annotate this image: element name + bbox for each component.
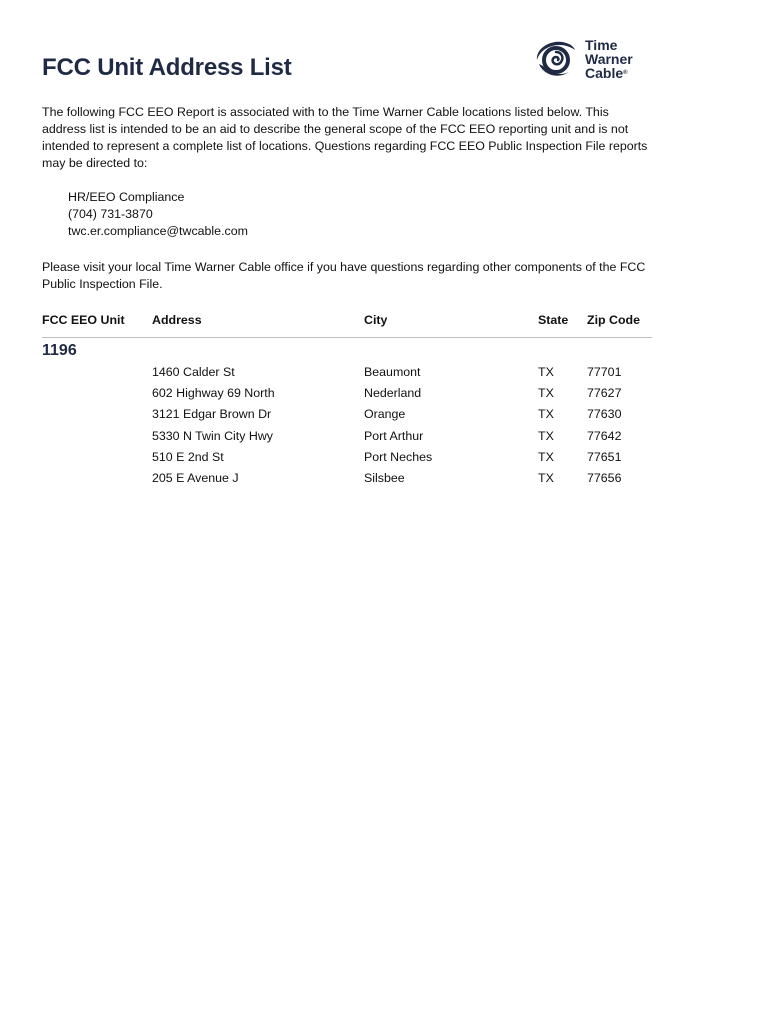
table-row	[0, 429, 770, 450]
cell-city: Orange	[364, 407, 406, 421]
contact-block	[68, 189, 248, 240]
eye-ear-logo-icon	[533, 40, 579, 80]
cell-city: Nederland	[364, 386, 422, 400]
table-row	[0, 365, 770, 386]
cell-state: TX	[538, 386, 554, 400]
cell-zip: 77630	[587, 407, 622, 421]
table-row	[0, 386, 770, 407]
logo-word-cable: Cable	[585, 65, 624, 81]
registered-mark: ®	[623, 70, 628, 76]
header-unit: FCC EEO Unit	[42, 313, 125, 327]
cell-city: Silsbee	[364, 471, 405, 485]
cell-zip: 77627	[587, 386, 622, 400]
cell-state: TX	[538, 471, 554, 485]
cell-zip: 77701	[587, 365, 622, 379]
contact-dept: HR/EEO Compliance	[68, 190, 185, 204]
cell-zip: 77651	[587, 450, 622, 464]
cell-city: Beaumont	[364, 365, 421, 379]
contact-email: twc.er.compliance@twcable.com	[68, 224, 248, 238]
logo-word-cable-line	[585, 66, 633, 80]
contact-phone: (704) 731-3870	[68, 207, 153, 221]
closing-paragraph: Please visit your local Time Warner Cable office if you have questions regarding other components of the FCC Public Inspection File.	[42, 260, 646, 291]
intro-paragraph: The following FCC EEO Report is associated with to the Time Warner Cable locations listed below. This address list is intended to be an aid to describe the general scope of the FCC EEO reporting unit and is not intended to represent a complete list of locations. Questions regarding FCC EEO Public Inspection File reports may be directed to:	[42, 105, 648, 170]
header-zip: Zip Code	[587, 313, 640, 327]
table-row	[0, 450, 770, 471]
header-divider	[42, 337, 652, 338]
cell-state: TX	[538, 407, 554, 421]
cell-address: 510 E 2nd St	[152, 450, 224, 464]
table-row	[0, 471, 770, 492]
cell-state: TX	[538, 450, 554, 464]
cell-address: 5330 N Twin City Hwy	[152, 429, 273, 443]
logo-word-warner: Warner	[585, 51, 633, 67]
unit-number: 1196	[42, 342, 77, 359]
header-address: Address	[152, 313, 202, 327]
cell-zip: 77656	[587, 471, 622, 485]
page-title: FCC Unit Address List	[42, 54, 292, 81]
header-state: State	[538, 313, 569, 327]
table-row	[0, 407, 770, 428]
cell-zip: 77642	[587, 429, 622, 443]
cell-address: 3121 Edgar Brown Dr	[152, 407, 272, 421]
cell-state: TX	[538, 365, 554, 379]
cell-city: Port Neches	[364, 450, 433, 464]
cell-city: Port Arthur	[364, 429, 424, 443]
cell-state: TX	[538, 429, 554, 443]
time-warner-cable-logo	[533, 38, 648, 84]
logo-wordmark	[585, 38, 633, 80]
logo-word-time: Time	[585, 37, 618, 53]
cell-address: 205 E Avenue J	[152, 471, 239, 485]
header-city: City	[364, 313, 388, 327]
cell-address: 1460 Calder St	[152, 365, 235, 379]
cell-address: 602 Highway 69 North	[152, 386, 275, 400]
